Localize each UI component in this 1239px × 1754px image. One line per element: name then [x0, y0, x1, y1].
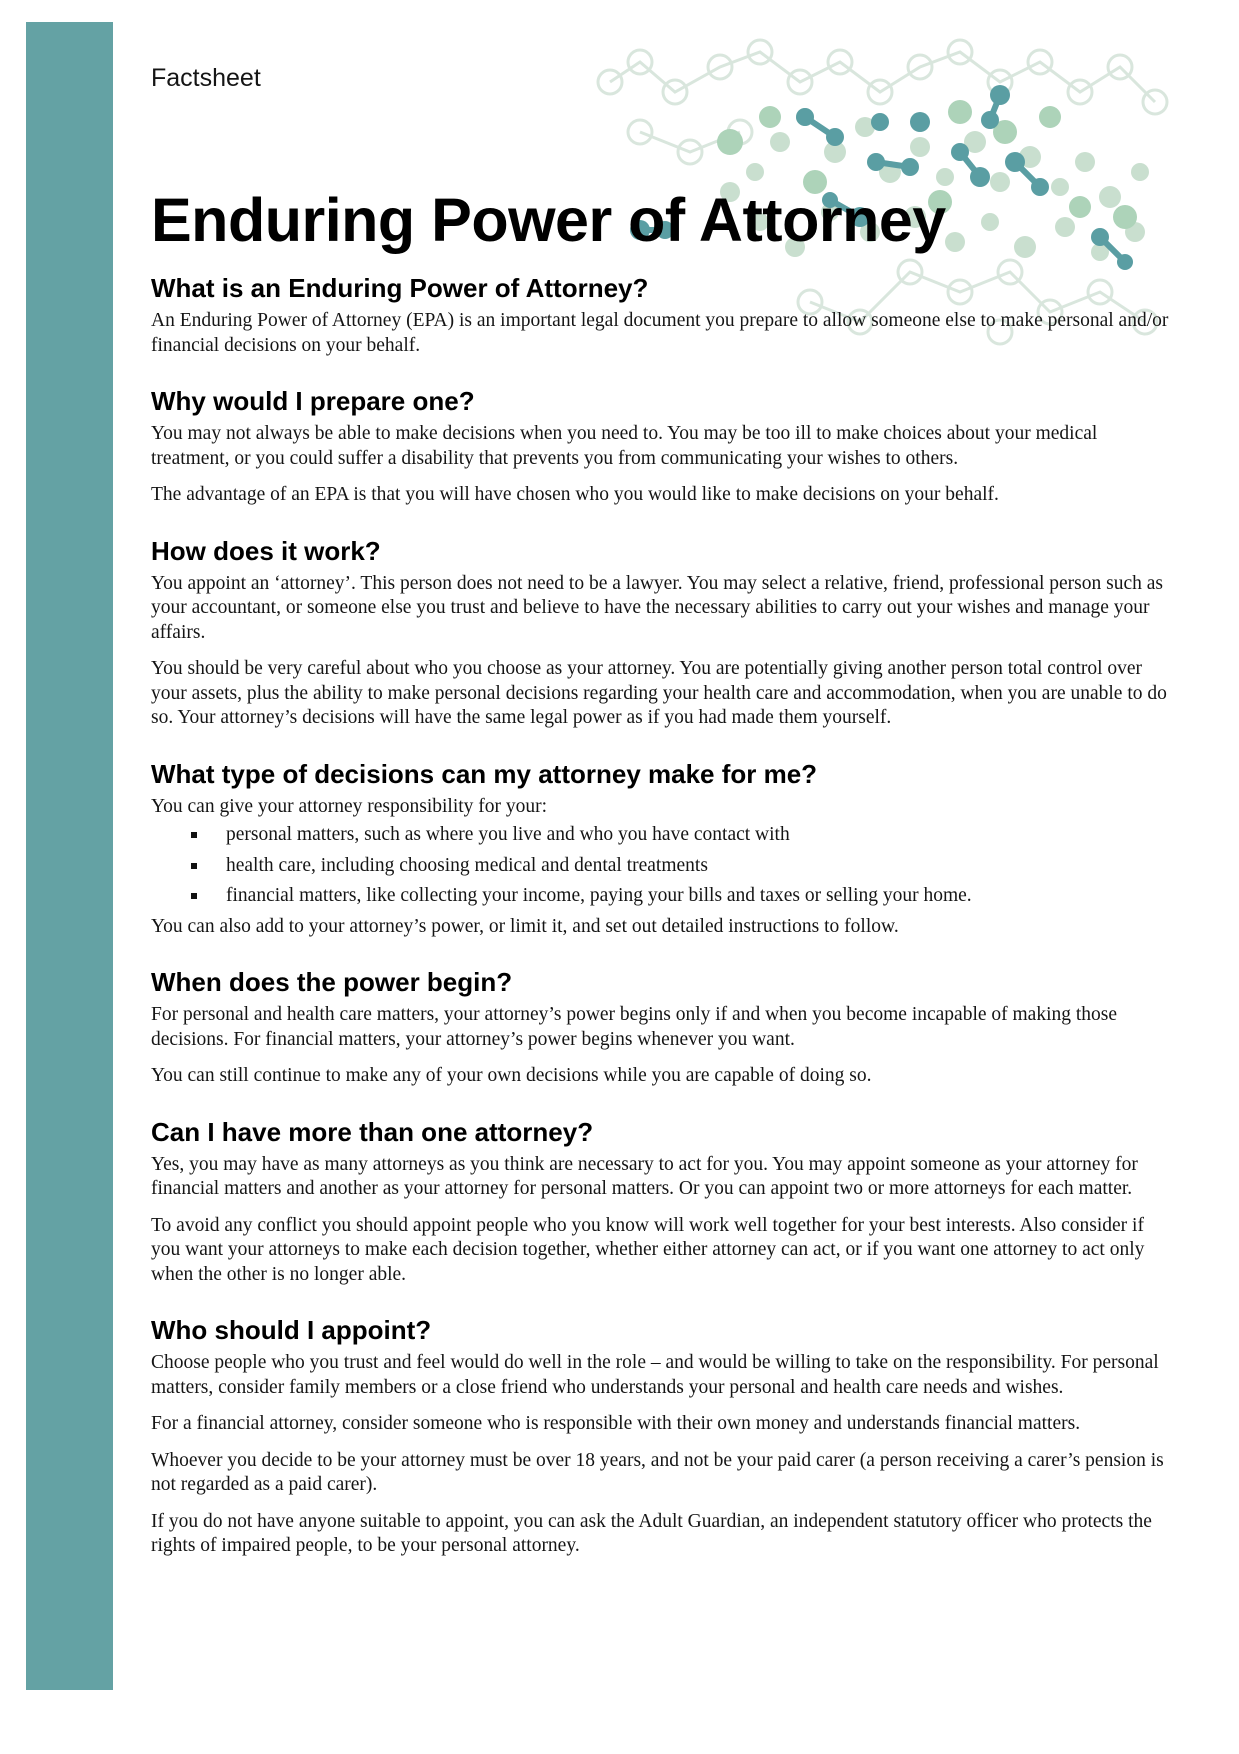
section-heading: Can I have more than one attorney?: [151, 1116, 594, 1147]
paragraph: You can still continue to make any of your own decisions while you are capable of doing so.: [151, 1065, 872, 1086]
square-bullet-icon: [191, 832, 197, 838]
side-accent-bar: [26, 22, 113, 1690]
section-multiple-attorneys: [151, 1116, 1171, 1288]
page-title: Enduring Power of Attorney: [151, 186, 946, 254]
square-bullet-icon: [191, 893, 197, 899]
list-item-text: personal matters, such as where you live and who you have contact with: [226, 824, 790, 845]
responsibility-list: [151, 823, 1171, 909]
paragraph: To avoid any conflict you should appoint people who you know will work well together for your best interests. Also consider if you want your attorneys to make each decision together, whether either attorney can act, or if you want one attorney to act only when the other is no longer able.: [151, 1214, 1145, 1285]
paragraph: You can give your attorney responsibility for your:: [151, 795, 548, 817]
section-power-begins: [151, 966, 1171, 1089]
section-how-it-works: [151, 535, 1171, 731]
paragraph: If you do not have anyone suitable to appoint, you can ask the Adult Guardian, an independent statutory officer who protects the rights of impaired people, to be your personal attorney.: [151, 1510, 1152, 1556]
section-why-prepare: [151, 385, 1171, 508]
kicker-label: Factsheet: [151, 64, 261, 92]
factsheet-content: [151, 62, 1171, 1571]
paragraph: You appoint an ‘attorney’. This person does not need to be a lawyer. You may select a relative, friend, professional person such as your accountant, or someone else you trust and believe to have the necessary abilities to carry out your wishes and manage your affairs.: [151, 572, 1163, 643]
section-heading: What type of decisions can my attorney make for me?: [151, 758, 818, 789]
paragraph: Yes, you may have as many attorneys as you think are necessary to act for you. You may appoint someone as your attorney for financial matters and another as your attorney for personal matters. Or you can appoint two or more attorneys for each matter.: [151, 1153, 1138, 1199]
list-item-text: health care, including choosing medical and dental treatments: [226, 854, 708, 876]
list-item-text: financial matters, like collecting your income, paying your bills and taxes or selling your home.: [226, 885, 972, 906]
section-heading: What is an Enduring Power of Attorney?: [151, 273, 649, 303]
paragraph: You can also add to your attorney’s power, or limit it, and set out detailed instructions to follow.: [151, 915, 899, 937]
paragraph: You should be very careful about who you choose as your attorney. You are potentially giving another person total control over your assets, plus the ability to make personal decisions regarding your health care and accommodation, when you are unable to do so. Your attorney’s decisions will have the same legal power as if you had made them yourself.: [151, 658, 1167, 728]
section-heading: Why would I prepare one?: [151, 386, 475, 416]
paragraph: Choose people who you trust and feel would do well in the role – and would be willing to take on the responsibility. For personal matters, consider family members or a close friend who understands your personal and health care needs and wishes.: [151, 1352, 1159, 1398]
paragraph: Whoever you decide to be your attorney must be over 18 years, and not be your paid carer (a person receiving a carer’s pension is not regarded as a paid carer).: [151, 1449, 1164, 1495]
paragraph: For personal and health care matters, your attorney’s power begins only if and when you become incapable of making those decisions. For financial matters, your attorney’s power begins whenever you want.: [151, 1004, 1118, 1050]
paragraph: An Enduring Power of Attorney (EPA) is an important legal document you prepare to allow someone else to make personal and/or financial decisions on your behalf.: [151, 310, 1169, 356]
section-heading: How does it work?: [151, 535, 381, 566]
list-item: [151, 854, 1171, 879]
section-heading: When does the power begin?: [151, 967, 513, 997]
list-item: [151, 884, 1171, 909]
paragraph: You may not always be able to make decisions when you need to. You may be too ill to make choices about your medical treatment, or you could suffer a disability that prevents you from communicating your wishes to others.: [151, 423, 1098, 469]
section-what-is-epa: [151, 272, 1171, 358]
square-bullet-icon: [191, 863, 197, 869]
section-decision-types: [151, 758, 1171, 940]
section-heading: Who should I appoint?: [151, 1315, 432, 1345]
list-item: [151, 823, 1171, 848]
paragraph: For a financial attorney, consider someone who is responsible with their own money and understands financial matters.: [151, 1413, 1081, 1434]
section-who-to-appoint: [151, 1314, 1171, 1559]
paragraph: The advantage of an EPA is that you will have chosen who you would like to make decisions on your behalf.: [151, 484, 999, 505]
